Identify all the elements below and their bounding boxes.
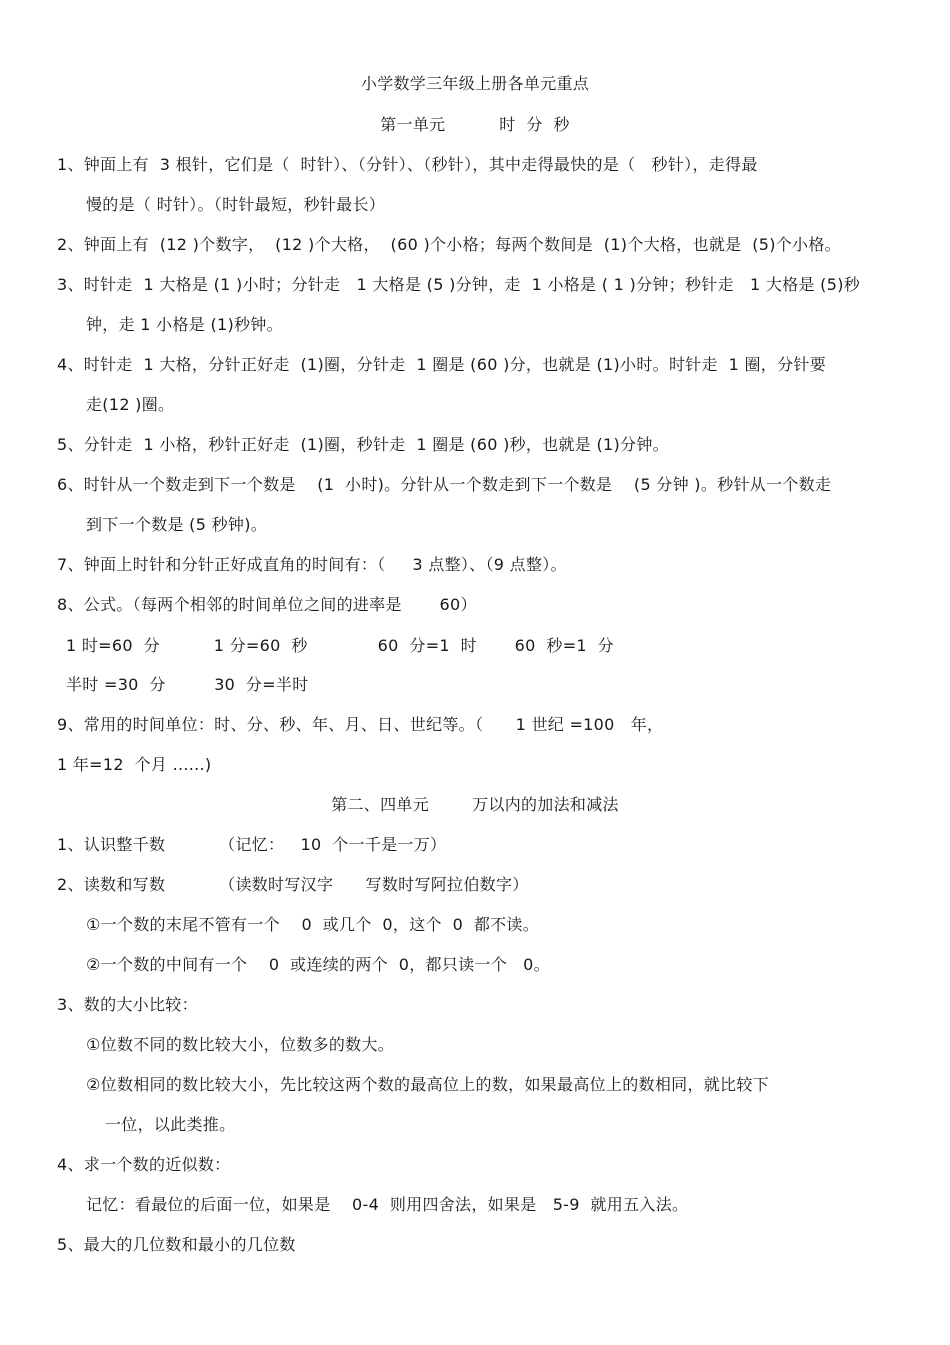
unit1-item-2: 2、钟面上有 (12 )个数字， (12 )个大格， (60 )个小格；每两个数间是 (1)个大格，也就是 (5)个小格。 bbox=[57, 235, 841, 254]
unit2-item-3-sub-2-cont: 一位，以此类推。 bbox=[105, 1115, 236, 1134]
unit1-formula-row-1: 1 时=60 分 1 分=60 秒 60 分=1 时 60 秒=1 分 bbox=[66, 636, 614, 655]
unit1-item-9: 9、常用的时间单位：时、分、秒、年、月、日、世纪等。（ 1 世纪 =100 年， bbox=[57, 715, 664, 734]
document-title: 小学数学三年级上册各单元重点 bbox=[360, 74, 590, 93]
unit1-item-6: 6、时针从一个数走到下一个数是 (1 小时)。分针从一个数走到下一个数是 (5 分钟 )。秒针从一个数走 bbox=[57, 475, 832, 494]
unit1-item-3: 3、时针走 1 大格是 (1 )小时；分针走 1 大格是 (5 )分钟，走 1 小格是 ( 1 )分钟；秒针走 1 大格是 (5)秒 bbox=[57, 275, 861, 294]
unit1-item-8: 8、公式。（每两个相邻的时间单位之间的进率是 60） bbox=[57, 595, 477, 614]
unit1-item-4-cont: 走(12 )圈。 bbox=[86, 395, 175, 414]
unit1-item-4: 4、时针走 1 大格，分针正好走 (1)圈，分针走 1 圈是 (60 )分，也就是 (1)小时。时针走 1 圈，分针要 bbox=[57, 355, 826, 374]
unit2-item-2: 2、读数和写数 （读数时写汉字 写数时写阿拉伯数字） bbox=[57, 875, 529, 894]
unit2-item-4-note: 记忆：看最位的后面一位，如果是 0-4 则用四舍法，如果是 5-9 就用五入法。 bbox=[86, 1195, 689, 1214]
unit1-item-6-cont: 到下一个数是 (5 秒钟)。 bbox=[86, 515, 268, 534]
unit2-heading: 第二、四单元 万以内的加法和减法 bbox=[331, 795, 619, 814]
unit1-item-3-cont: 钟，走 1 小格是 (1)秒钟。 bbox=[86, 315, 283, 334]
unit1-item-5: 5、分针走 1 小格，秒针正好走 (1)圈，秒针走 1 圈是 (60 )秒，也就是 (1)分钟。 bbox=[57, 435, 669, 454]
unit2-item-2-sub-2: ②一个数的中间有一个 0 或连续的两个 0，都只读一个 0。 bbox=[86, 955, 550, 974]
unit1-item-1: 1、钟面上有 3 根针，它们是（ 时针）、（分针）、（秒针），其中走得最快的是（ 秒针），走得最 bbox=[57, 155, 758, 174]
unit2-item-4: 4、求一个数的近似数： bbox=[57, 1155, 231, 1174]
unit1-formula-row-2: 半时 =30 分 30 分=半时 bbox=[66, 675, 309, 694]
unit1-item-1-cont: 慢的是（ 时针）。（时针最短，秒针最长） bbox=[86, 195, 386, 214]
unit2-item-1: 1、认识整千数 （记忆： 10 个一千是一万） bbox=[57, 835, 447, 854]
unit2-item-5: 5、最大的几位数和最小的几位数 bbox=[57, 1235, 296, 1254]
unit1-heading: 第一单元 时 分 秒 bbox=[380, 115, 570, 134]
unit2-item-2-sub-1: ①一个数的末尾不管有一个 0 或几个 0，这个 0 都不读。 bbox=[86, 915, 540, 934]
unit2-item-3-sub-1: ①位数不同的数比较大小，位数多的数大。 bbox=[86, 1035, 395, 1054]
unit2-item-3-sub-2: ②位数相同的数比较大小，先比较这两个数的最高位上的数，如果最高位上的数相同，就比较下 bbox=[86, 1075, 769, 1094]
unit1-item-9-cont: 1 年=12 个月 ......) bbox=[57, 755, 212, 774]
unit1-item-7: 7、钟面上时针和分针正好成直角的时间有：（ 3 点整）、（9 点整）。 bbox=[57, 555, 567, 574]
unit2-item-3: 3、数的大小比较： bbox=[57, 995, 198, 1014]
